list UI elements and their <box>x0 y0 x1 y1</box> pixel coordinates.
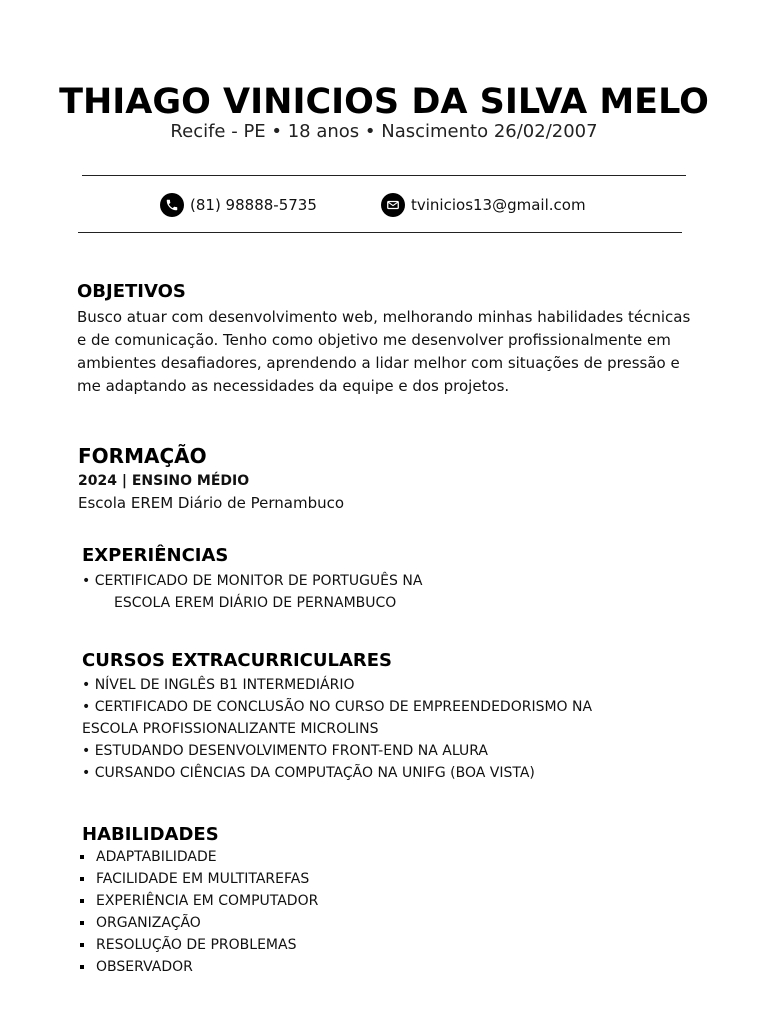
phone-number: (81) 98888-5735 <box>190 196 317 214</box>
curso-line: • NÍVEL DE INGLÊS B1 INTERMEDIÁRIO <box>82 677 355 693</box>
divider-bottom <box>78 232 682 233</box>
education-school: Escola EREM Diário de Pernambuco <box>78 494 345 512</box>
skill-label: FACILIDADE EM MULTITAREFAS <box>96 871 310 887</box>
section-title-formacao: FORMAÇÃO <box>78 444 207 468</box>
experiencias-list <box>82 570 422 614</box>
skill-item <box>80 934 318 956</box>
objetivos-text: Busco atuar com desenvolvimento web, melhorando minhas habilidades técnicas e de comunicação. Tenho como objetivo me desenvolver profissionalmente em ambientes desafiadores, aprendendo a lidar melhor com situações de pressão e me adaptando as necessidades da equipe e dos projetos. <box>77 308 691 395</box>
bullet-square-icon <box>80 877 84 881</box>
skill-label: ORGANIZAÇÃO <box>96 915 201 931</box>
education-year-level: 2024 | ENSINO MÉDIO <box>78 473 250 489</box>
bullet-square-icon <box>80 965 84 969</box>
skill-label: ADAPTABILIDADE <box>96 849 217 865</box>
resume-name: THIAGO VINICIOS DA SILVA MELO <box>59 82 709 122</box>
skill-label: OBSERVADOR <box>96 959 193 975</box>
skill-label: EXPERIÊNCIA EM COMPUTADOR <box>96 893 319 909</box>
section-title-habilidades: HABILIDADES <box>82 824 219 845</box>
skill-item <box>80 890 318 912</box>
curso-line: ESCOLA PROFISSIONALIZANTE MICROLINS <box>82 721 379 737</box>
experiencia-line: ESCOLA EREM DIÁRIO DE PERNAMBUCO <box>114 595 397 611</box>
skill-item <box>80 846 318 868</box>
skill-label: RESOLUÇÃO DE PROBLEMAS <box>96 937 297 953</box>
bullet-square-icon <box>80 899 84 903</box>
skill-item <box>80 912 318 934</box>
experiencia-line: • CERTIFICADO DE MONITOR DE PORTUGUÊS NA <box>82 573 423 589</box>
contact-phone <box>160 193 317 217</box>
divider-top <box>82 175 686 176</box>
email-address: tvinicios13@gmail.com <box>411 196 586 214</box>
bullet-square-icon <box>80 921 84 925</box>
mail-icon <box>381 193 405 217</box>
section-title-objetivos: OBJETIVOS <box>77 281 186 302</box>
skill-item <box>80 956 318 978</box>
section-title-experiencias: EXPERIÊNCIAS <box>82 545 229 566</box>
skill-item <box>80 868 318 890</box>
phone-icon <box>160 193 184 217</box>
curso-line: • ESTUDANDO DESENVOLVIMENTO FRONT-END NA ALURA <box>82 743 488 759</box>
section-title-cursos: CURSOS EXTRACURRICULARES <box>82 650 393 671</box>
curso-line: • CURSANDO CIÊNCIAS DA COMPUTAÇÃO NA UNIFG (BOA VISTA) <box>82 765 535 781</box>
curso-line: • CERTIFICADO DE CONCLUSÃO NO CURSO DE EMPREENDEDORISMO NA <box>82 699 593 715</box>
resume-subtitle: Recife - PE • 18 anos • Nascimento 26/02/2007 <box>170 121 598 142</box>
cursos-list <box>82 674 592 784</box>
bullet-square-icon <box>80 855 84 859</box>
habilidades-list <box>80 846 318 978</box>
contact-email <box>381 193 586 217</box>
bullet-square-icon <box>80 943 84 947</box>
